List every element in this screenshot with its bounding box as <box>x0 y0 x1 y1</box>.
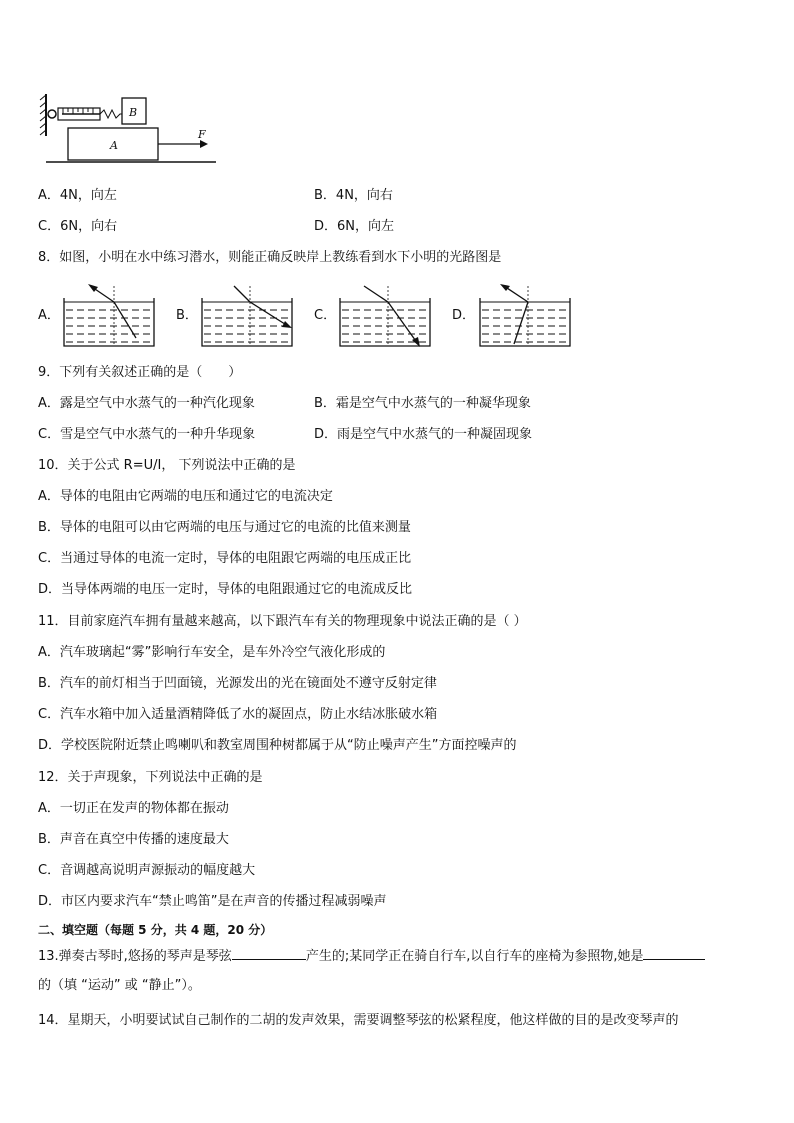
q8-option-d-label: D． <box>452 308 476 323</box>
q8-stem: 8．如图，小明在水中练习潜水，则能正确反映岸上教练看到水下小明的光路图是 <box>38 250 502 265</box>
q8-diagram-c <box>338 282 434 350</box>
q10-option-c: C．当通过导体的电流一定时，导体的电阻跟它两端的电压成正比 <box>38 551 412 566</box>
q8-diagram-d <box>478 282 574 350</box>
q12-option-b: B．声音在真空中传播的速度最大 <box>38 832 229 847</box>
q9-option-c: C．雪是空气中水蒸气的一种升华现象 <box>38 427 256 442</box>
q7-option-d: D．6N，向左 <box>314 219 395 234</box>
q11-stem: 11．目前家庭汽车拥有量越来越高，以下跟汽车有关的物理现象中说法正确的是（ ） <box>38 614 527 629</box>
q11-option-d: D．学校医院附近禁止鸣喇叭和教室周围种树都属于从“防止噪声产生”方面控噪声的 <box>38 738 517 753</box>
q7-option-a: A．4N，向左 <box>38 188 117 203</box>
q12-option-a: A．一切正在发声的物体都在振动 <box>38 801 229 816</box>
q8-diagram-b <box>200 282 296 350</box>
q10-stem: 10．关于公式 R=U/I， 下列说法中正确的是 <box>38 458 296 473</box>
q9-stem: 9．下列有关叙述正确的是（ ） <box>38 365 242 380</box>
q7-label-b: B <box>129 106 138 119</box>
q13-text-part3: 的（填 “运动” 或 “静止”）。 <box>38 978 201 993</box>
q8-option-a-label: A． <box>38 308 60 323</box>
q7-option-c: C．6N，向右 <box>38 219 118 234</box>
q12-option-c: C．音调越高说明声源振动的幅度越大 <box>38 863 256 878</box>
q13-line-1 <box>38 946 705 966</box>
q10-option-d: D．当导体两端的电压一定时，导体的电阻跟通过它的电流成反比 <box>38 582 413 597</box>
q9-option-a: A．露是空气中水蒸气的一种汽化现象 <box>38 396 255 411</box>
q8-option-c-label: C． <box>314 308 337 323</box>
q13-answer-blank-2[interactable] <box>643 946 705 960</box>
q7-figure <box>38 92 218 172</box>
q9-option-b: B．霜是空气中水蒸气的一种凝华现象 <box>314 396 531 411</box>
q7-label-a: A <box>110 139 118 152</box>
section-title: 二、填空题（每题 5 分，共 4 题，20 分） <box>38 923 273 937</box>
q14-stem: 14．星期天，小明要试试自己制作的二胡的发声效果，需要调整琴弦的松紧程度，他这样做的目的是改变琴声的 <box>38 1013 679 1028</box>
q13-text-part1: 13.弹奏古琴时,悠扬的琴声是琴弦 <box>38 949 232 964</box>
q9-option-d: D．雨是空气中水蒸气的一种凝固现象 <box>314 427 533 442</box>
q8-diagram-a <box>62 282 158 350</box>
q11-option-a: A．汽车玻璃起“雾”影响行车安全，是车外冷空气液化形成的 <box>38 645 386 660</box>
q13-text-part2: 产生的;某同学正在骑自行车,以自行车的座椅为参照物,她是 <box>305 949 644 964</box>
q11-option-c: C．汽车水箱中加入适量酒精降低了水的凝固点，防止水结冰胀破水箱 <box>38 707 438 722</box>
q12-option-d: D．市区内要求汽车“禁止鸣笛”是在声音的传播过程减弱噪声 <box>38 894 387 909</box>
q11-option-b: B．汽车的前灯相当于凹面镜，光源发出的光在镜面处不遵守反射定律 <box>38 676 437 691</box>
q13-answer-blank-1[interactable] <box>232 946 306 960</box>
q7-option-b: B．4N，向右 <box>314 188 393 203</box>
q8-option-b-label: B． <box>176 308 198 323</box>
q7-label-f: F <box>198 128 206 141</box>
q10-option-a: A．导体的电阻由它两端的电压和通过它的电流决定 <box>38 489 333 504</box>
q12-stem: 12．关于声现象，下列说法中正确的是 <box>38 770 263 785</box>
q10-option-b: B．导体的电阻可以由它两端的电压与通过它的电流的比值来测量 <box>38 520 411 535</box>
